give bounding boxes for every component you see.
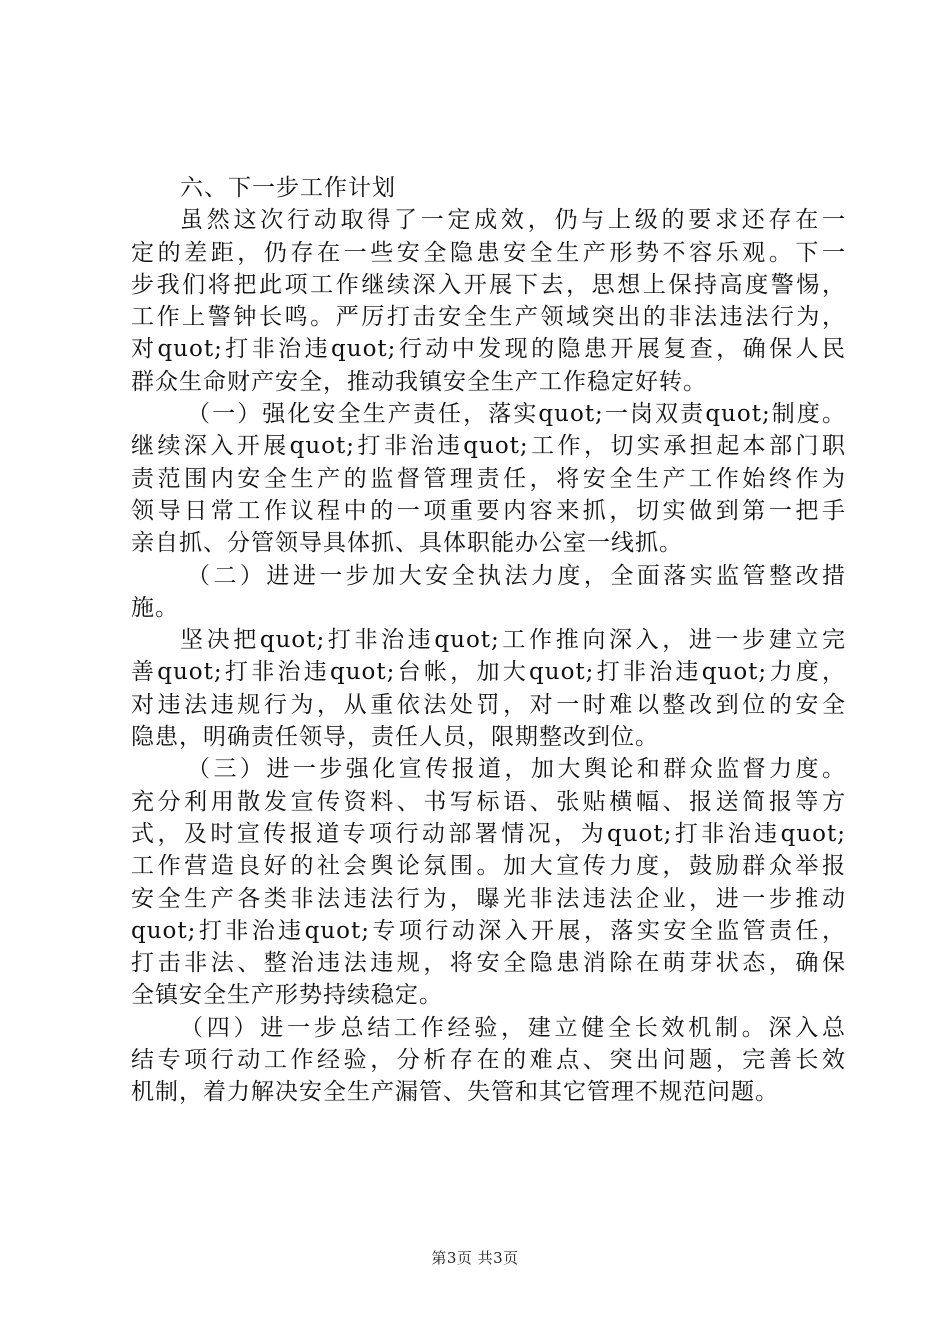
subsection-heading: （一）强化安全生产责任，落实quot;一岗双责quot;制度。: [187, 401, 846, 428]
paragraph-line: 责范围内安全生产的监督管理责任，将安全生产工作始终作为: [131, 465, 846, 492]
document-body: [131, 172, 846, 1109]
paragraph-line: 对违法违规行为，从重依法处罚，对一时难以整改到位的安全: [131, 691, 846, 718]
paragraph-line: 坚决把quot;打非治违quot;工作推向深入，进一步建立完: [180, 627, 846, 654]
paragraph-line: 工作营造良好的社会舆论氛围。加大宣传力度，鼓励群众举报: [131, 853, 846, 880]
paragraph-line: 对quot;打非治违quot;行动中发现的隐患开展复查，确保人民: [131, 336, 846, 363]
paragraph-line: 虽然这次行动取得了一定成效，仍与上级的要求还存在一: [180, 207, 846, 234]
paragraph-line: 打击非法、整治违法违规，将安全隐患消除在萌芽状态，确保: [131, 950, 846, 977]
paragraph-line: 式，及时宣传报道专项行动部署情况，为quot;打非治违quot;: [131, 820, 846, 847]
paragraph-line: 步我们将把此项工作继续深入开展下去，思想上保持高度警惕，: [131, 271, 846, 298]
paragraph-line: 安全生产各类非法违法行为，曝光非法违法企业，进一步推动: [131, 885, 846, 912]
paragraph-line: 工作上警钟长鸣。严厉打击安全生产领域突出的非法违法行为，: [131, 304, 846, 331]
paragraph-line: 结专项行动工作经验，分析存在的难点、突出问题，完善长效: [131, 1047, 846, 1074]
subsection-heading: （四）进一步总结工作经验，建立健全长效机制。深入总: [180, 1014, 846, 1041]
paragraph-line: 亲自抓、分管领导具体抓、具体职能办公室一线抓。: [131, 530, 683, 557]
subsection-heading: （三）进一步强化宣传报道，加大舆论和群众监督力度。: [187, 756, 846, 783]
paragraph-line: 全镇安全生产形势持续稳定。: [131, 982, 443, 1009]
paragraph-line: 施。: [131, 594, 179, 621]
paragraph-line: 群众生命财产安全，推动我镇安全生产工作稳定好转。: [131, 368, 707, 395]
paragraph-line: 定的差距，仍存在一些安全隐患安全生产形势不容乐观。下一: [131, 239, 846, 266]
subsection-heading: （二）进进一步加大安全执法力度，全面落实监管整改措: [187, 562, 846, 589]
paragraph-line: 继续深入开展quot;打非治违quot;工作，切实承担起本部门职: [131, 433, 846, 460]
paragraph-line: 领导日常工作议程中的一项重要内容来抓，切实做到第一把手: [131, 497, 846, 524]
paragraph-line: 机制，着力解决安全生产漏管、失管和其它管理不规范问题。: [131, 1079, 779, 1106]
paragraph-line: 充分利用散发宣传资料、书写标语、张贴横幅、报送简报等方: [131, 788, 846, 815]
page-number-footer: 第3页 共3页: [431, 1249, 519, 1267]
paragraph-line: 善quot;打非治违quot;台帐，加大quot;打非治违quot;力度，: [131, 659, 846, 686]
paragraph-line: 隐患，明确责任领导，责任人员，限期整改到位。: [131, 724, 659, 751]
paragraph-line: quot;打非治违quot;专项行动深入开展，落实安全监管责任，: [131, 917, 846, 944]
section-heading: 六、下一步工作计划: [180, 175, 396, 201]
